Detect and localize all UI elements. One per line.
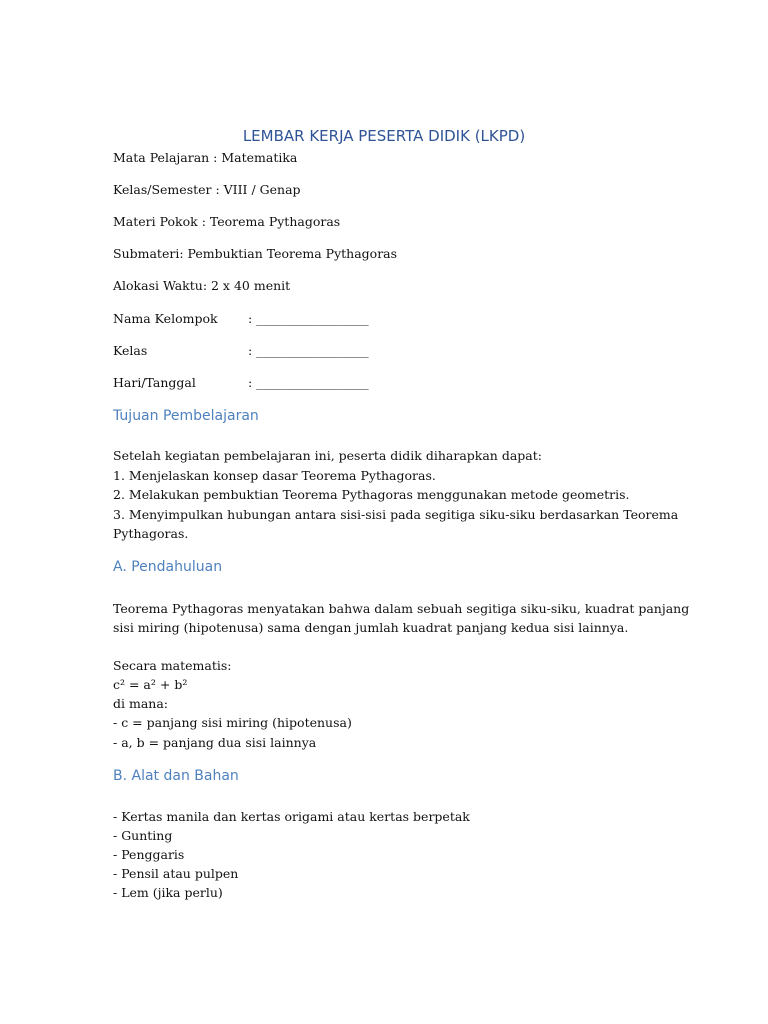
field-label: Hari/Tanggal — [113, 375, 196, 390]
alat-item: - Lem (jika perlu) — [113, 885, 223, 900]
field-label: Nama Kelompok — [113, 311, 218, 326]
tujuan-intro: Setelah kegiatan pembelajaran ini, peserta didik diharapkan dapat: — [113, 448, 542, 463]
tujuan-item: 3. Menyimpulkan hubungan antara sisi-sisi pada segitiga siku-siku berdasarkan Teorema — [113, 507, 679, 522]
heading-alat-bahan: B. Alat dan Bahan — [113, 768, 239, 784]
alat-item: - Pensil atau pulpen — [113, 866, 239, 881]
field-kelas — [113, 341, 369, 360]
info-kelas-semester: Kelas/Semester : VIII / Genap — [113, 182, 301, 197]
definition-item: - c = panjang sisi miring (hipotenusa) — [113, 715, 352, 730]
info-alokasi-waktu: Alokasi Waktu: 2 x 40 menit — [113, 278, 291, 293]
alat-item: - Kertas manila dan kertas origami atau kertas berpetak — [113, 809, 470, 824]
alat-item: - Gunting — [113, 828, 173, 843]
definition-item: - a, b = panjang dua sisi lainnya — [113, 735, 317, 750]
tujuan-item: Pythagoras. — [113, 526, 189, 541]
tujuan-item: 1. Menjelaskan konsep dasar Teorema Pythagoras. — [113, 468, 436, 483]
info-mata-pelajaran: Mata Pelajaran : Matematika — [113, 150, 298, 165]
field-label: Kelas — [113, 343, 148, 358]
alat-item: - Penggaris — [113, 847, 185, 862]
document-title: LEMBAR KERJA PESERTA DIDIK (LKPD) — [242, 127, 526, 145]
tujuan-item: 2. Melakukan pembuktian Teorema Pythagoras menggunakan metode geometris. — [113, 487, 630, 502]
pendahuluan-paragraph: sisi miring (hipotenusa) sama dengan jumlah kuadrat panjang kedua sisi lainnya. — [113, 620, 629, 635]
heading-tujuan: Tujuan Pembelajaran — [113, 408, 259, 424]
heading-pendahuluan: A. Pendahuluan — [113, 559, 223, 575]
field-nama-kelompok — [113, 309, 369, 328]
pendahuluan-paragraph: Teorema Pythagoras menyatakan bahwa dalam sebuah segitiga siku-siku, kuadrat panjang — [113, 601, 690, 616]
math-intro: Secara matematis: — [113, 658, 232, 673]
info-materi-pokok: Materi Pokok : Teorema Pythagoras — [113, 214, 341, 229]
where-label: di mana: — [113, 696, 168, 711]
field-blank: : __________________ — [248, 375, 369, 390]
pythagoras-formula: c² = a² + b² — [113, 677, 188, 692]
field-blank: : __________________ — [248, 311, 369, 326]
field-blank: : __________________ — [248, 343, 369, 358]
info-submateri: Submateri: Pembuktian Teorema Pythagoras — [113, 246, 398, 261]
field-hari-tanggal — [113, 373, 369, 392]
